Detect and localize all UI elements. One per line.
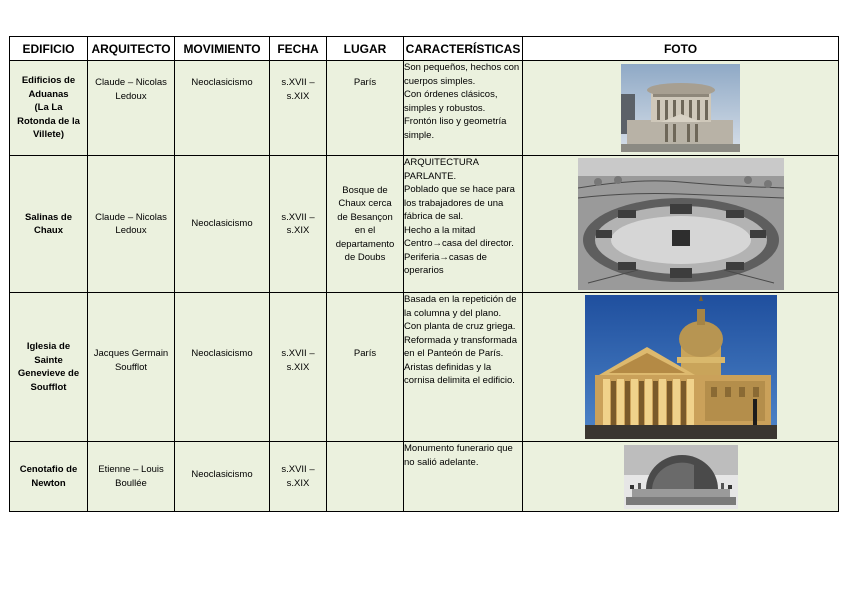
pantheon-photo: [585, 295, 777, 439]
rotonda-photo: [621, 64, 740, 152]
cell-fecha: s.XVII – s.XIX: [270, 442, 327, 512]
cell-edificio: Iglesia de Sainte Genevieve de Soufflot: [10, 293, 88, 442]
header-movimiento: MOVIMIENTO: [175, 37, 270, 61]
cell-arquitecto: Claude – Nicolas Ledoux: [88, 156, 175, 293]
table-row: [10, 293, 839, 442]
cell-edificio: Cenotafio de Newton: [10, 442, 88, 512]
cell-foto: [523, 442, 839, 512]
cell-arquitecto: Claude – Nicolas Ledoux: [88, 61, 175, 156]
cell-fecha: s.XVII – s.XIX: [270, 293, 327, 442]
cell-caracteristicas: Basada en la repetición de la columna y del plano. Con planta de cruz griega. Reformada y transformada en el Panteón de París. Aristas definidas y la cornisa delimita el edificio.: [404, 293, 523, 442]
cell-lugar: Bosque de Chaux cerca de Besançon en el departamento de Doubs: [327, 156, 404, 293]
cell-edificio: Edificios de Aduanas (La La Rotonda de la Villete): [10, 61, 88, 156]
header-edificio: EDIFICIO: [10, 37, 88, 61]
header-caracteristicas: CARACTERÍSTICAS: [404, 37, 523, 61]
table-row: [10, 61, 839, 156]
header-lugar: LUGAR: [327, 37, 404, 61]
header-foto: FOTO: [523, 37, 839, 61]
cell-foto: [523, 293, 839, 442]
table-row: [10, 442, 839, 512]
header-row: [10, 37, 839, 61]
cell-caracteristicas: ARQUITECTURA PARLANTE. Poblado que se hace para los trabajadores de una fábrica de sal. Hecho a la mitad Centro→casa del director. Periferia→casas de operarios: [404, 156, 523, 293]
cell-movimiento: Neoclasicismo: [175, 293, 270, 442]
cell-fecha: s.XVII – s.XIX: [270, 156, 327, 293]
cell-lugar: París: [327, 61, 404, 156]
buildings-table: [9, 36, 839, 512]
cell-arquitecto: Etienne – Louis Boullée: [88, 442, 175, 512]
cell-movimiento: Neoclasicismo: [175, 442, 270, 512]
salinas-photo: [578, 158, 784, 290]
cell-arquitecto: Jacques Germain Soufflot: [88, 293, 175, 442]
cell-edificio: Salinas de Chaux: [10, 156, 88, 293]
cenotaph-photo: [624, 445, 738, 509]
table-row: [10, 156, 839, 293]
cell-caracteristicas: Monumento funerario que no salió adelante.: [404, 442, 523, 512]
cell-fecha: s.XVII – s.XIX: [270, 61, 327, 156]
cell-movimiento: Neoclasicismo: [175, 61, 270, 156]
header-arquitecto: ARQUITECTO: [88, 37, 175, 61]
cell-caracteristicas: Son pequeños, hechos con cuerpos simples. Con órdenes clásicos, simples y robustos. Frontón liso y geometría simple.: [404, 61, 523, 156]
header-fecha: FECHA: [270, 37, 327, 61]
cell-foto: [523, 156, 839, 293]
cell-lugar: [327, 442, 404, 512]
cell-lugar: París: [327, 293, 404, 442]
cell-foto: [523, 61, 839, 156]
cell-movimiento: Neoclasicismo: [175, 156, 270, 293]
